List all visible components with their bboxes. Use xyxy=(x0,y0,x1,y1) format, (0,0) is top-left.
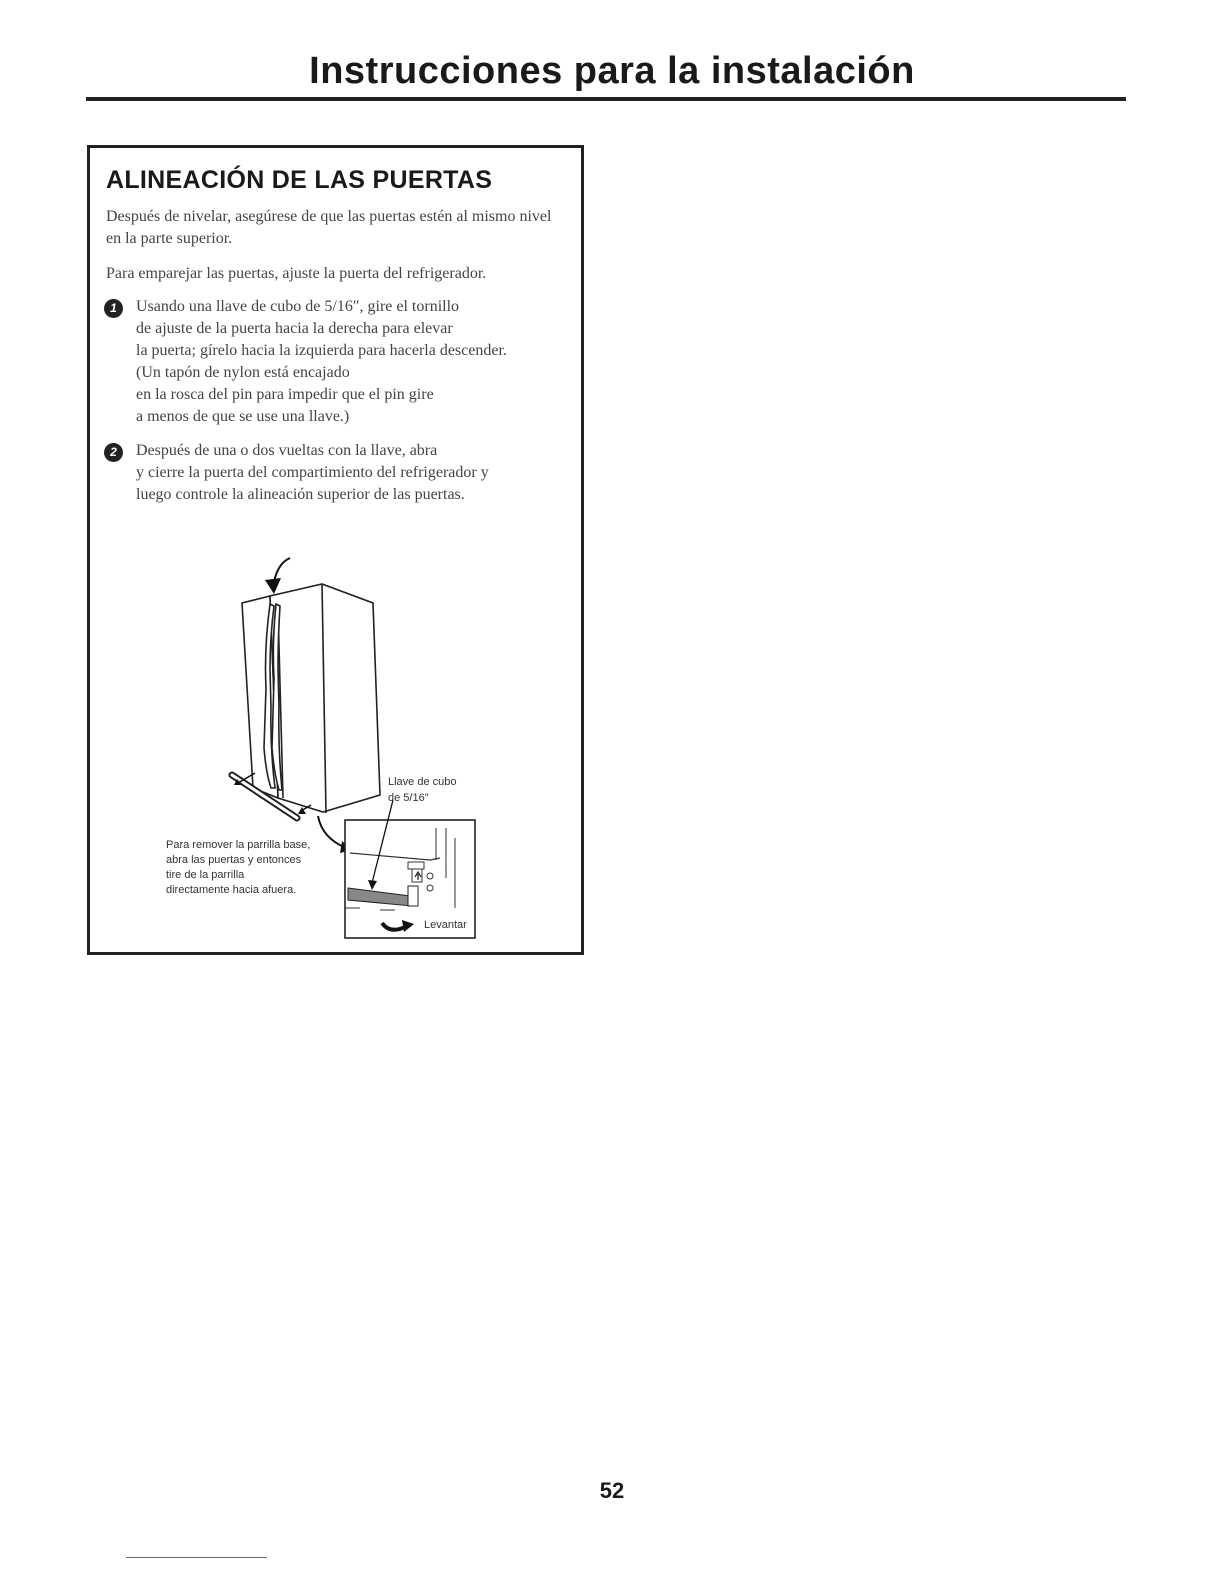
wrench-label-line: Llave de cubo xyxy=(388,776,457,788)
step-1-line: la puerta; gírelo hacia la izquierda para hacerla descender. xyxy=(136,342,507,359)
step-1-number: 1 xyxy=(104,299,123,318)
step-2-number: 2 xyxy=(104,443,123,462)
step-1-line: Usando una llave de cubo de 5/16″, gire el tornillo xyxy=(136,298,460,315)
instruction-paragraph: Para emparejar las puertas, ajuste la puerta del refrigerador. xyxy=(106,265,487,282)
intro-paragraph: Después de nivelar, asegúrese de que las puertas estén al mismo nivel en la parte superior. xyxy=(106,208,552,247)
step-2-line: y cierre la puerta del compartimiento del refrigerador y xyxy=(136,464,489,481)
grille-note-line: abra las puertas y entonces xyxy=(166,854,302,866)
page-number: 52 xyxy=(599,1478,625,1503)
step-2-line: Después de una o dos vueltas con la llave, abra xyxy=(136,442,438,459)
page-title: Instrucciones para la instalación xyxy=(309,50,915,92)
refrigerator-door-diagram xyxy=(90,148,581,952)
step-1-line: en la rosca del pin para impedir que el pin gire xyxy=(136,386,434,403)
section-title: ALINEACIÓN DE LAS PUERTAS xyxy=(106,166,493,194)
footer-link-rule xyxy=(126,1557,267,1558)
title-rule xyxy=(86,97,1126,101)
step-1-line: de ajuste de la puerta hacia la derecha para elevar xyxy=(136,320,453,337)
door-alignment-box xyxy=(87,145,584,955)
wrench-label-line: de 5/16″ xyxy=(388,792,429,804)
lift-label: Levantar xyxy=(424,919,467,931)
grille-note-line: tire de la parrilla xyxy=(166,869,245,881)
grille-note-line: directamente hacia afuera. xyxy=(166,884,297,896)
step-1-line: a menos de que se use una llave.) xyxy=(136,408,350,425)
step-2-line: luego controle la alineación superior de las puertas. xyxy=(136,486,465,503)
refrigerator-icon xyxy=(242,584,380,813)
grille-note-line: Para remover la parrilla base, xyxy=(166,839,311,851)
step-1-line: (Un tapón de nylon está encajado xyxy=(136,364,350,381)
